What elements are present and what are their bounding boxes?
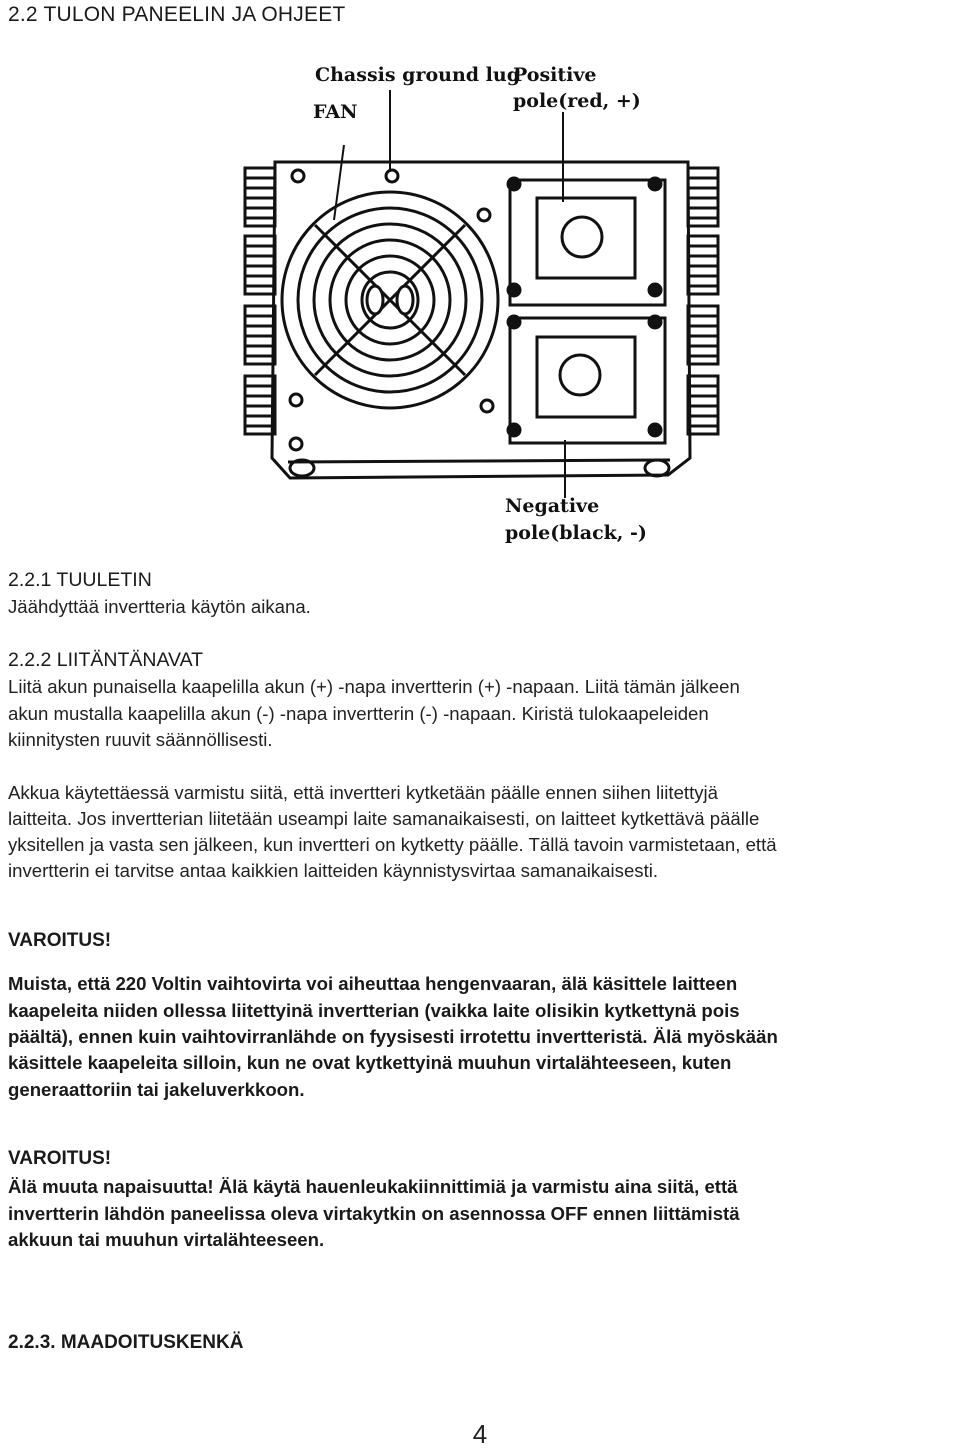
warning1-line: Muista, että 220 Voltin vaihtovirta voi aiheuttaa hengenvaaran, älä käsittele laitteen [8,973,738,994]
terminals-para2-line: invertterin ei tarvitse antaa kaikkien laitteiden käynnistysvirtaa samanaikaisesti. [8,860,659,881]
negative-terminal [508,316,665,443]
warning2-line: Älä muuta napaisuutta! Älä käytä hauenleukakiinnittimiä ja varmistu aina siitä, että [8,1176,738,1197]
fan-label: FAN [313,101,358,123]
positive-label-line2: pole(red, +) [513,90,641,112]
chassis-leader [334,145,344,220]
warning1-heading: VAROITUS! [8,930,112,951]
warning2-line: invertterin lähdön paneelissa oleva virtakytkin on asennossa OFF ennen liittämistä [8,1203,740,1224]
warning2-line: akkuun tai muuhun virtalähteeseen. [8,1229,325,1250]
warning1-line: päältä), ennen kuin vaihtovirranlähde on fyysisesti irrotettu invertteristä. Älä myöskään [8,1026,778,1047]
terminals-line: kiinnitysten ruuvit säännöllisesti. [8,729,273,750]
terminals-para2-line: laitteita. Jos invertterian liitetään useampi laite samanaikaisesti, on laitteet kytkettävä päälle [8,808,760,829]
negative-label-line1: Negative [505,495,600,517]
terminals-para2-line: yksitellen ja vasta sen jälkeen, kun invertteri on kytketty päälle. Tällä tavoin varmistetaan, että [8,834,777,855]
chassis-label: Chassis ground lug [315,64,520,86]
section-grounding-heading: 2.2.3. MAADOITUSKENKÄ [8,1332,244,1353]
terminals-line: akun mustalla kaapelilla akun (-) -napa invertterin (-) -napaan. Kiristä tulokaapeleiden [8,703,709,724]
section-fan-heading: 2.2.1 TUULETIN [8,569,152,591]
inverter-panel-diagram [0,50,960,550]
page-title: 2.2 TULON PANEELIN JA OHJEET [8,3,346,26]
negative-label-line2: pole(black, -) [505,522,647,544]
housing-inner-bottom [288,460,670,462]
page-number: 4 [472,1419,488,1449]
terminals-line: Liitä akun punaisella kaapelilla akun (+) -napa invertterin (+) -napaan. Liitä tämän jälkeen [8,676,740,697]
positive-terminal [508,178,665,305]
fan-guard [282,192,498,408]
warning1-line: kaapeleita niiden ollessa liitettyinä invertterian (vaikka laite olisikin kytkettynä pois [8,1000,740,1021]
right-heatsink [688,168,718,434]
section-fan-text: Jäähdyttää invertteria käytön aikana. [8,596,311,617]
left-heatsink [245,168,275,434]
warning2-heading: VAROITUS! [8,1148,112,1169]
warning1-line: generaattoriin tai jakeluverkkoon. [8,1079,305,1100]
warning1-line: käsittele kaapeleita silloin, kun ne ovat kytkettyinä muuhun virtalähteeseen, kuten [8,1052,732,1073]
section-terminals-heading: 2.2.2 LIITÄNTÄNAVAT [8,649,204,671]
positive-label-line1: Positive [513,64,597,86]
terminals-para2-line: Akkua käytettäessä varmistu siitä, että invertteri kytketään päälle ennen siihen liitettyjä [8,782,719,803]
